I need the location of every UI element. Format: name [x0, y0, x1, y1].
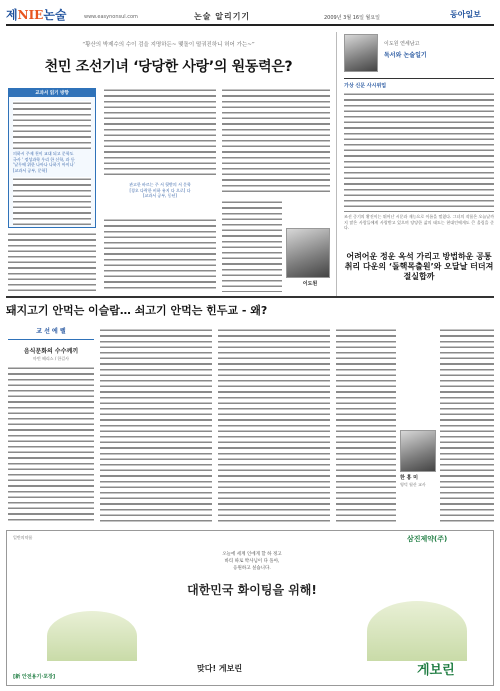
advertisement[interactable] [6, 530, 494, 686]
box-title: 교과서 읽기 방향 [9, 89, 95, 97]
col-2-bottom [104, 218, 216, 292]
textbook-box [8, 88, 96, 228]
author-photo [344, 34, 378, 72]
bottom-headline: 돼지고기 안먹는 이슬람… 쇠고기 안먹는 힌두교 - 왜? [6, 304, 268, 317]
right-subhead: 어려어운 정운 옥석 가리고 방법하운 공통취리 다운의 ‘돌핵목출원’와 오달날 터더져 절실합까 [344, 252, 494, 281]
box-note: 의하시 주제 천이 교대 되고 문학도 국사 ‘ 정성과학 우리 한 신학, 과 등 ‘날무에 위한 나아나 나하기 아이나’ [교과서 공부, 문학] [13, 151, 75, 173]
ad-copy: 오늘에 세계 인에게 할 하 정고 바티 따로 박사님이 다 돌아, 응원하고 싶습니다. [222, 552, 282, 571]
ad-brand: 게보린 [417, 663, 455, 678]
col-2-top [104, 88, 216, 178]
book-title: 음식문화의 수수께끼 [23, 348, 79, 355]
right-text [344, 92, 494, 212]
book-tag: 교 선 에 렐 [36, 328, 66, 335]
section-title: 논술 알리기기 [194, 12, 251, 21]
ad-crowd-right [367, 601, 467, 661]
ad-note: 일반의약품 [13, 535, 33, 540]
author-caption-top: 이도원 [302, 281, 318, 287]
ad-slogan: 맞다! 게보린 [197, 664, 243, 673]
book-column [8, 366, 94, 524]
box-text-2 [13, 177, 91, 225]
right-summary: 조선 중기의 황진이는 뛰어난 시문과 재능으로 이름을 떨쳤다. 그녀의 작품은 오늘날까지 많은 사람들에게 사랑받고 있으며 당당한 삶의 태도는 현대인에게도 큰 울림을 준다. [344, 214, 494, 231]
bottom-author-photo [400, 430, 436, 472]
left-column [8, 232, 96, 292]
right-rule [344, 78, 494, 79]
ad-tagline: 대한민국 화이팅을 위해! [187, 583, 317, 597]
book-credit: 마빈 해리스 / 한길사 [32, 356, 70, 361]
section-logo: 제NIE논술 [6, 8, 67, 22]
author-name: 독서와 논술일기 [384, 52, 427, 59]
bottom-col-4 [336, 328, 396, 524]
issue-date: 2009년 3월 16일 월요일 [324, 15, 381, 21]
bottom-col-5 [440, 328, 494, 524]
author-photo-top [286, 228, 330, 278]
author-label: 이도원 연세남고 [384, 41, 420, 47]
box-text [13, 101, 91, 149]
bottom-col-2 [100, 328, 212, 524]
article-kicker: “황산의 박제수의 수이 검을 지명하든~ 맺돌이 떨궈진하니 허어 가는~” [82, 42, 255, 48]
col-3-bottom [222, 200, 282, 292]
newspaper-brand: 동아일보 [450, 9, 481, 19]
ad-crowd-left [47, 611, 137, 661]
site-url[interactable]: www.easynonsul.com [84, 14, 138, 20]
right-heading: 가상 신문 사시위업 [344, 83, 387, 89]
column-rule [336, 32, 337, 296]
bottom-col-3 [218, 328, 330, 524]
bottom-author-role: 영덕 월산 교사 [400, 482, 426, 487]
masthead [6, 4, 494, 26]
col-3-top [222, 88, 330, 196]
ad-company: 삼진제약(주) [407, 535, 448, 543]
book-tag-box [8, 326, 94, 340]
col-2-quote: 관고한 바르는 주 서 뒷받의 서 문학 [경오 다락한 비하 유지 다 으로] 다 [교과서 공부, 동년] [129, 182, 191, 199]
article-headline: 천민 조선기녀 ‘당당한 사랑’의 원동력은? [44, 59, 293, 75]
bottom-author-name: 한 홍 미 [400, 475, 418, 481]
ad-footer: [新 안전용기·포장] [13, 674, 56, 680]
section-divider [6, 296, 494, 298]
